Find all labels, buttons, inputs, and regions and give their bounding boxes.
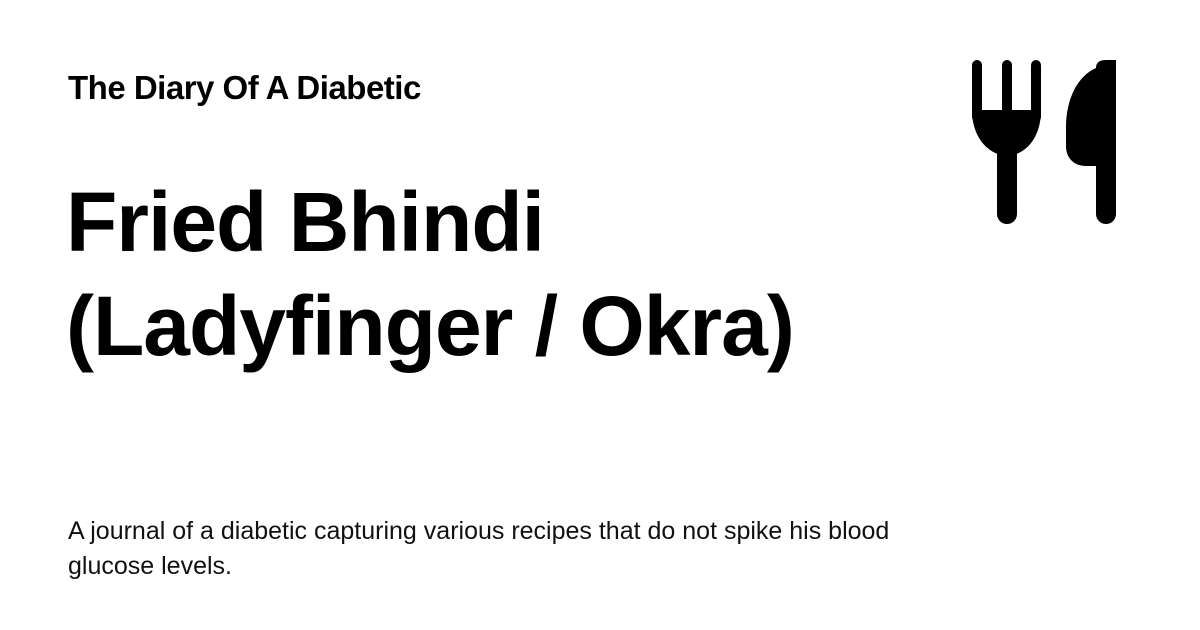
site-name: The Diary Of A Diabetic: [68, 69, 421, 106]
knife-icon: [1066, 60, 1116, 224]
post-description: A journal of a diabetic capturing various recipes that do not spike his blood glucose levels.: [68, 517, 890, 580]
fork-icon: [972, 60, 1041, 224]
post-title-line: Fried Bhindi: [66, 175, 544, 269]
post-title-line: (Ladyfinger / Okra): [66, 279, 794, 373]
post-title: [66, 170, 946, 378]
fork-and-knife-icon: [968, 58, 1120, 226]
